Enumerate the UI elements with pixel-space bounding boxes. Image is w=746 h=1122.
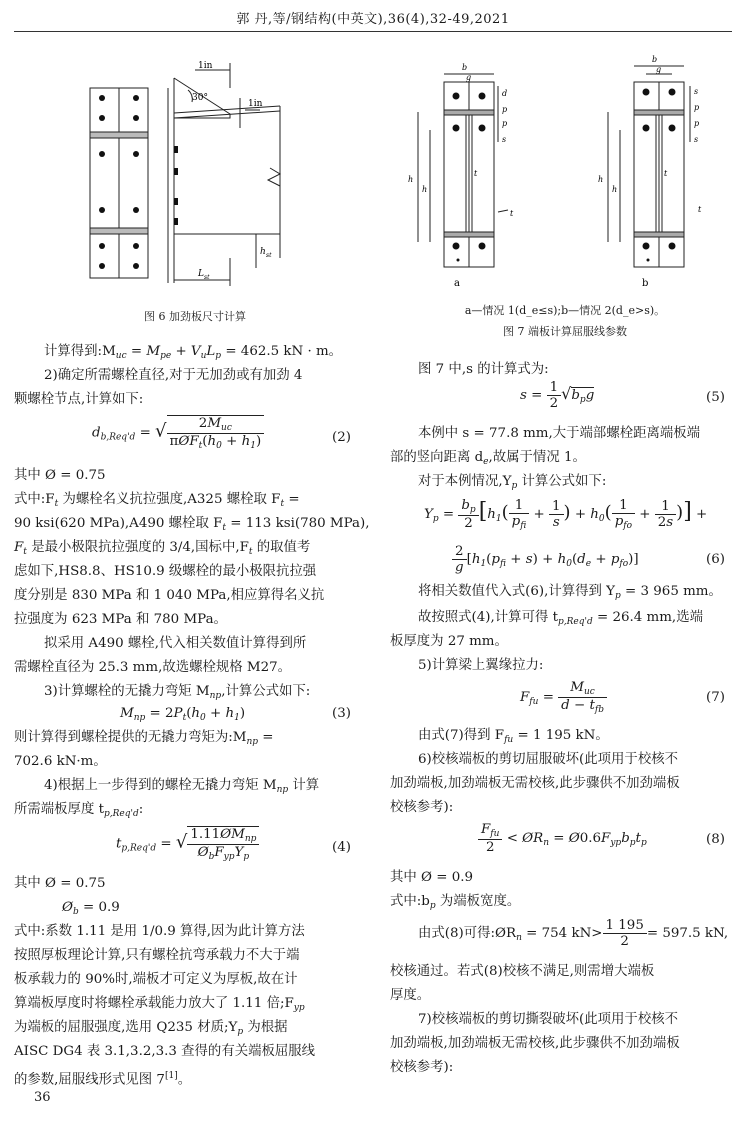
left-line-1: 计算得到$:M_{uc} = M_{pe} + V_uL_p = 462.5$ kN · m。 (44, 344, 343, 361)
fig7a-label-s: s (502, 135, 507, 144)
left-line-21: 按照厚板理论计算,只有螺栓抗弯承载力不大于端 (14, 948, 300, 963)
right-line-20: 校核参考): (390, 1060, 454, 1075)
left-line-16: 4)根据上一步得到的螺栓无撬力弯矩 $M_{np}$ 计算 (44, 778, 320, 795)
right-line-6: 故按照式(4),计算可得 $t_{p,Req'd} = 26.4$ mm,选端 (418, 610, 703, 627)
right-line-8: 5)计算梁上翼缘拉力: (418, 658, 544, 673)
fig7-label-a: a (454, 278, 460, 289)
figure-6-drawing (80, 58, 310, 298)
right-line-2: 本例中 s = 77.8 mm,大于端部螺栓距离端板端 (418, 426, 701, 441)
left-line-13: 3)计算螺栓的无撬力弯矩 $M_{np}$,计算公式如下: (44, 684, 311, 701)
equation-4: $t_{p,Req'd}$ = √ $\frac{1.11ØM_{np}}{Ø_bF_{yp}Y_p}$ (116, 826, 259, 862)
fig7b-label-pfi: p (694, 119, 700, 128)
left-line-3: 颗螺栓节点,计算如下: (14, 392, 144, 407)
left-line-26: 的参数,屈服线形式见图 7[1]。 (14, 1071, 192, 1088)
fig6-l-st-sub: st (204, 274, 210, 281)
fig7a-label-pfo: p (502, 105, 508, 114)
right-line-5: 将相关数值代入式(6),计算得到 $Y_p = 3$ 965 mm。 (418, 584, 722, 601)
fig7-label-b: b (642, 278, 649, 289)
left-line-10: 拉强度为 623 MPa 和 780 MPa。 (14, 612, 227, 627)
equation-7: $F_{fu}$ = $\frac{M_{uc}}{d - t_{fb}}$ (520, 680, 607, 715)
fig6-side-dim: 1in (248, 99, 263, 109)
fig7b-label-g: g (656, 65, 662, 74)
equation-8: $\frac{F_{fu}}{2}$ < $ØR_n$ = $Ø0.6F_{yp}b_pt_p$ (478, 822, 647, 855)
figure-7-subcaption: a—情况 1(d_e≤s);b—情况 2(d_e>s)。 (464, 304, 666, 317)
right-line-19: 加劲端板,加劲端板无需校核,此步骤供不加劲端板 (390, 1036, 680, 1051)
left-line-17: 所需端板厚度 $t_{p,Req'd}$: (14, 802, 144, 819)
equation-3: $M_{np} = 2P_t(h_0 + h_1)$ (120, 706, 246, 723)
left-line-23: 算端板厚度时将螺栓承载能力放大了 1.11 倍$;F_{yp}$ (14, 996, 305, 1013)
equation-6-number: (6) (706, 552, 725, 567)
figure-6-caption: 图 6 加劲板尺寸计算 (144, 310, 246, 323)
right-line-1: 图 7 中,s 的计算式为: (418, 362, 549, 377)
figure-7-drawing (398, 52, 728, 292)
fig7a-label-tp: t (510, 209, 514, 218)
right-line-10: 6)校核端板的剪切屈服破坏(此项用于校核不 (418, 752, 678, 767)
equation-5-number: (5) (706, 390, 725, 405)
fig7b-label-tw: t (664, 169, 668, 178)
fig7b-label-s1: s (694, 135, 699, 144)
fig7a-label-de: d (502, 89, 508, 98)
left-line-18: 其中 Ø = 0.75 (14, 876, 106, 891)
right-line-7: 板厚度为 27 mm。 (390, 634, 508, 649)
fig7b-label-tp: t (698, 205, 702, 214)
fig7a-label-h1: h (422, 185, 428, 194)
equation-3-number: (3) (332, 706, 351, 721)
left-line-5: 式中$:F_t$ 为螺栓名义抗拉强度,A325 螺栓取 $F_t$ = (14, 492, 300, 509)
header-rule (14, 31, 732, 32)
fig7b-label-bp: b (652, 55, 658, 64)
left-line-24: 为端板的屈服强度,选用 Q235 材质$;Y_p$ 为根据 (14, 1020, 288, 1037)
left-line-19: $Ø_b = 0.9$ (62, 900, 120, 917)
left-line-9: 度分别是 830 MPa 和 1 040 MPa,相应算得名义抗 (14, 588, 325, 603)
figure-7-caption: 图 7 端板计算屈服线参数 (503, 325, 627, 338)
left-line-11: 拟采用 A490 螺栓,代入相关数值计算得到所 (44, 636, 307, 651)
fig6-l-st: L (198, 269, 204, 279)
equation-6-line-1: $Y_p$ = $\frac{b_p}{2}$ [$h_1$( $\frac{1}{p_{fi}}$ + $\frac{1}{s}$ ) + $h_0$( $\frac{1}{p_{fo}}$ + $\frac{1}{2s}$ )] + (424, 498, 708, 531)
right-line-14: 式中$:b_p$ 为端板宽度。 (390, 894, 521, 911)
right-line-9: 由式(7)得到 $F_{fu} = 1$ 195 kN。 (418, 728, 609, 745)
equation-5: s = $\frac{1}{2}$ $√b_pg$ (520, 380, 595, 411)
right-line-13: 其中 Ø = 0.9 (390, 870, 474, 885)
equation-7-number: (7) (706, 690, 725, 705)
fig7b-label-h1: h (612, 185, 618, 194)
left-line-15: 702.6 kN·m。 (14, 754, 107, 769)
fig6-angle: 30° (192, 93, 208, 103)
fig7a-label-g: g (466, 73, 472, 82)
left-line-6: 90 ksi(620 MPa),A490 螺栓取 $F_t = 113$ ksi(780 MPa), (14, 516, 370, 533)
page-number: 36 (34, 1090, 51, 1105)
right-line-15: 由式(8)可得$:ØR_n = 754$ kN> $\frac{1 195}{2}$ = 597.5 kN, (418, 918, 729, 949)
left-line-7: $F_t$ 是最小极限抗拉强度的 3/4,国标中$,F_t$ 的取值考 (14, 540, 311, 557)
fig6-h-st: h (260, 247, 266, 257)
equation-2: $d_{b,Req'd}$ = √ $\frac{2M_{uc}}{\pi ØF_t(h_0 + h_1)}$ (92, 415, 264, 451)
left-line-8: 虑如下,HS8.8、HS10.9 级螺栓的最小极限抗拉强 (14, 564, 317, 579)
fig7b-label-pfo: p (694, 103, 700, 112)
left-line-12: 需螺栓直径为 25.3 mm,故选螺栓规格 M27。 (14, 660, 292, 675)
equation-4-number: (4) (332, 840, 351, 855)
right-line-18: 7)校核端板的剪切撕裂破坏(此项用于校核不 (418, 1012, 678, 1027)
left-line-22: 板承载力的 90%时,端板才可定义为厚板,故在计 (14, 972, 298, 987)
right-line-17: 厚度。 (390, 988, 431, 1003)
running-header: 郭 丹,等/钢结构(中英文),36(4),32-49,2021 (236, 12, 510, 27)
fig7a-label-pfi: p (502, 119, 508, 128)
right-line-12: 校核参考): (390, 800, 454, 815)
fig6-top-dim: 1in (198, 61, 213, 71)
left-line-20: 式中:系数 1.11 是用 1/0.9 算得,因为此计算方法 (14, 924, 305, 939)
fig7b-label-s2: s (694, 87, 699, 96)
fig7a-label-tw: t (474, 169, 478, 178)
equation-6-line-2: $\frac{2}{g}$ $[h_1(p_{fi} + s) + h_0(d_e + p_{fo})]$ (452, 544, 639, 575)
left-line-2: 2)确定所需螺栓直径,对于无加劲或有加劲 4 (44, 368, 303, 383)
left-line-25: AISC DG4 表 3.1,3.2,3.3 查得的有关端板屈服线 (14, 1044, 316, 1059)
right-line-11: 加劲端板,加劲端板无需校核,此步骤供不加劲端板 (390, 776, 680, 791)
right-line-3: 部的竖向距离 $d_e$,故属于情况 1。 (390, 450, 586, 467)
left-line-4: 其中 Ø = 0.75 (14, 468, 106, 483)
equation-2-number: (2) (332, 430, 351, 445)
left-line-14: 则计算得到螺栓提供的无撬力弯矩为$:M_{np}$ = (14, 730, 274, 747)
right-line-16: 校核通过。若式(8)校核不满足,则需增大端板 (390, 964, 655, 979)
right-line-4: 对于本例情况$,Y_p$ 计算公式如下: (418, 474, 607, 491)
fig7a-label-h0: h (408, 175, 414, 184)
fig7b-label-h0: h (598, 175, 604, 184)
fig7a-label-bp: b (462, 63, 468, 72)
fig6-h-st-sub: st (266, 252, 272, 259)
equation-8-number: (8) (706, 832, 725, 847)
